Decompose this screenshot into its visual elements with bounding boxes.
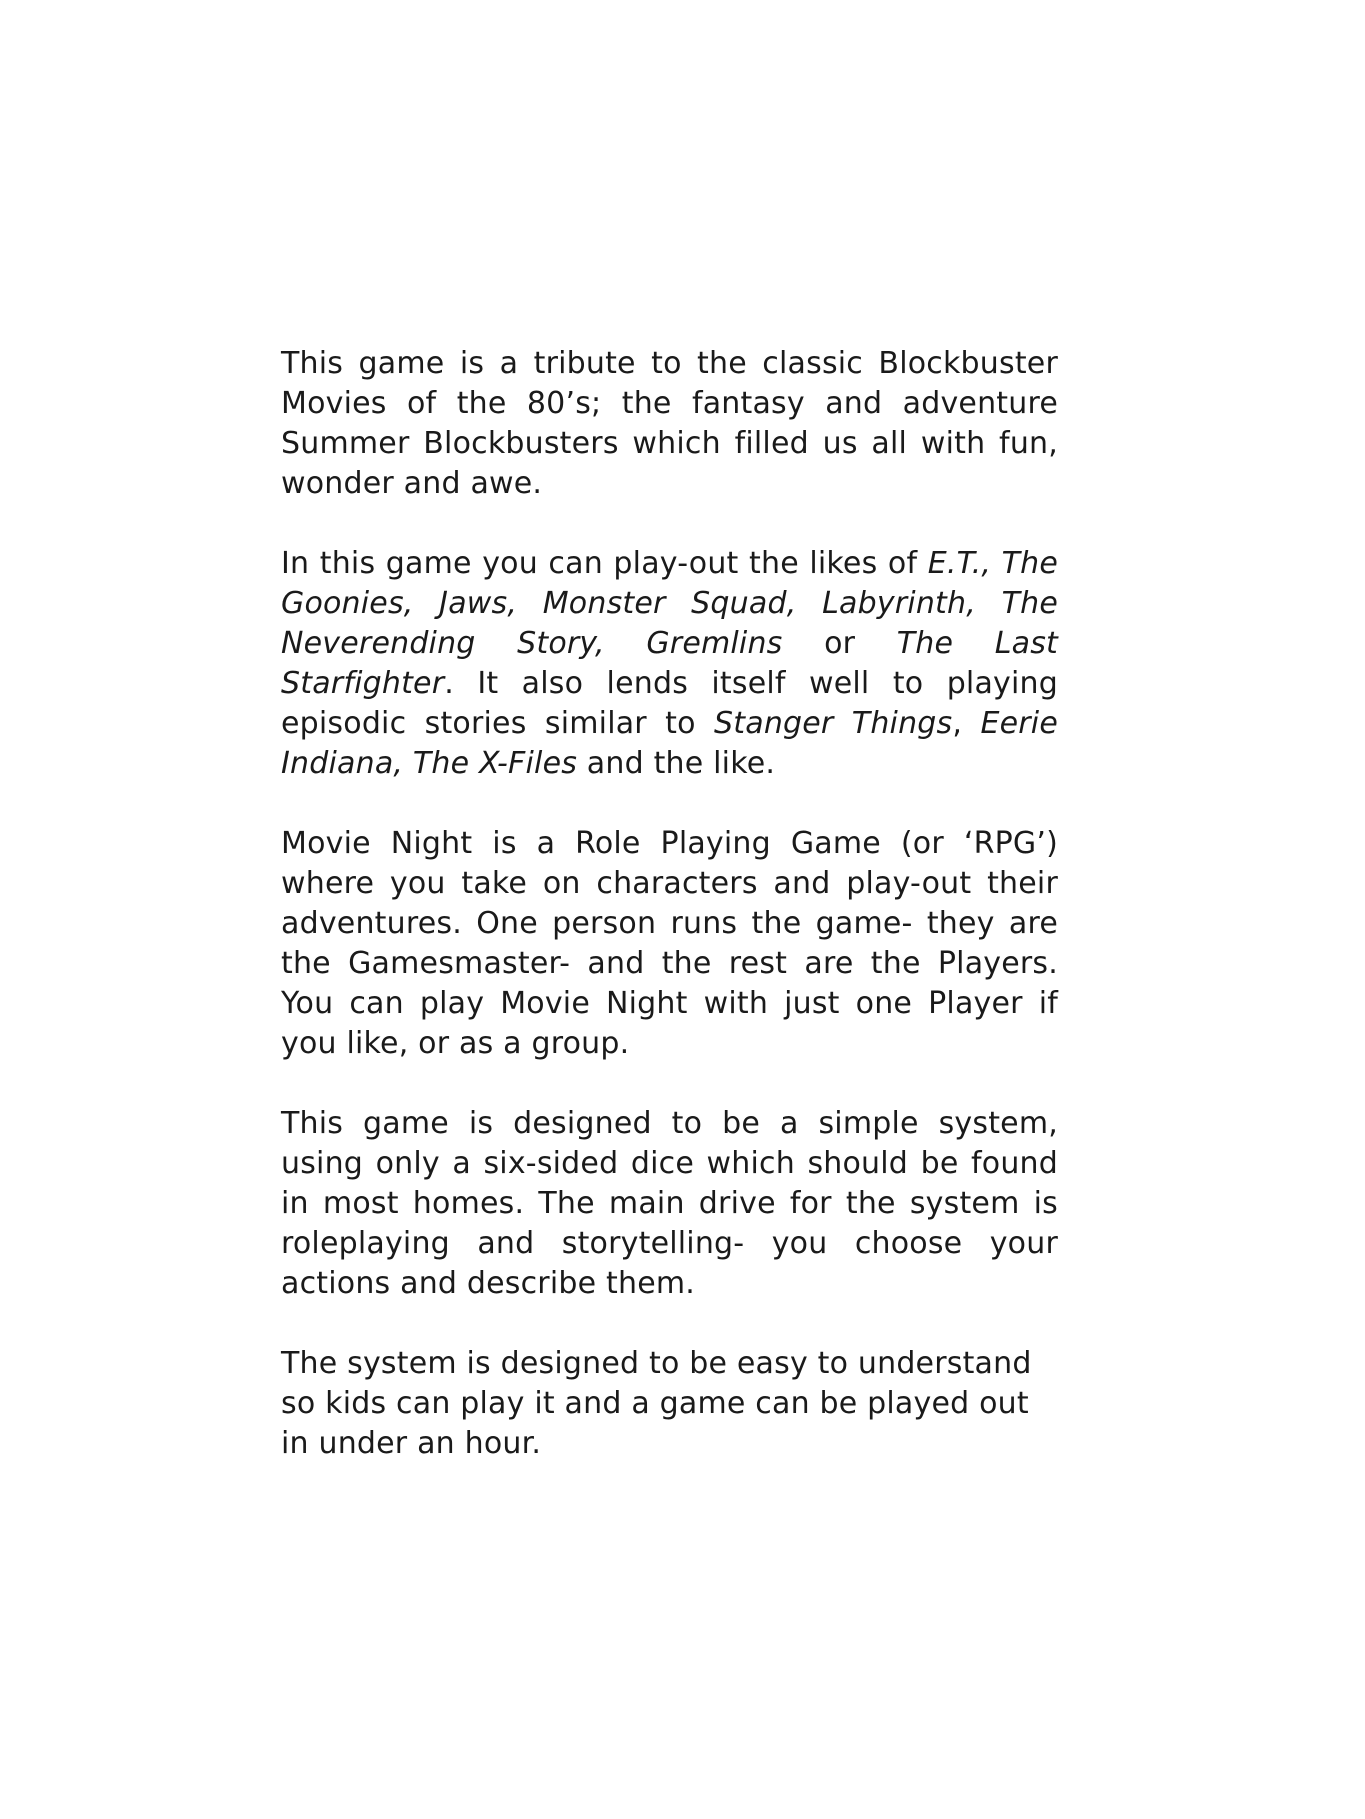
movies-separator [991,546,1002,581]
show-title-stranger: Stanger Things [714,706,953,741]
movie-title-starfighter: The Last Starfighter [281,626,1058,701]
paragraph-easy: The system is designed to be easy to understand so kids can play it and a game can be played out in under an hour. [281,1346,1032,1461]
movies-lead-text: In this game you can play-out the likes of [281,546,928,581]
movies-tail-text: and the like. [577,746,776,781]
movie-title-et: E.T., [927,546,992,581]
movies-separator: or [782,626,897,661]
show-title-list: Eerie Indiana, The X-Files [281,706,1058,781]
paragraph-intro: This game is a tribute to the classic Blockbuster Movies of the 80’s; the fantasy and adventure Summer Blockbusters which filled us all with fun, wonder and awe. [281,346,1058,501]
movies-mid-text: . It also lends itself well to playing episodic stories similar to [281,666,1058,741]
paragraph-rpg: Movie Night is a Role Playing Game (or ‘RPG’) where you take on characters and play-out their adventures. One person runs the game- they are the Gamesmaster- and the rest are the Players. You can play Movie Night with just one Player if you like, or as a group. [281,826,1058,1061]
paragraph-system: This game is designed to be a simple system, using only a six-sided dice which should be found in most homes. The main drive for the system is roleplaying and storytelling- you choose your actions and describe them. [281,1106,1058,1301]
body-text [281,344,1058,1464]
paragraph-movies [281,544,1058,784]
movies-separator: , [952,706,981,741]
movie-title-list: The Goonies, Jaws, Monster Squad, Labyrinth, The Neverending Story, Gremlins [281,546,1058,661]
